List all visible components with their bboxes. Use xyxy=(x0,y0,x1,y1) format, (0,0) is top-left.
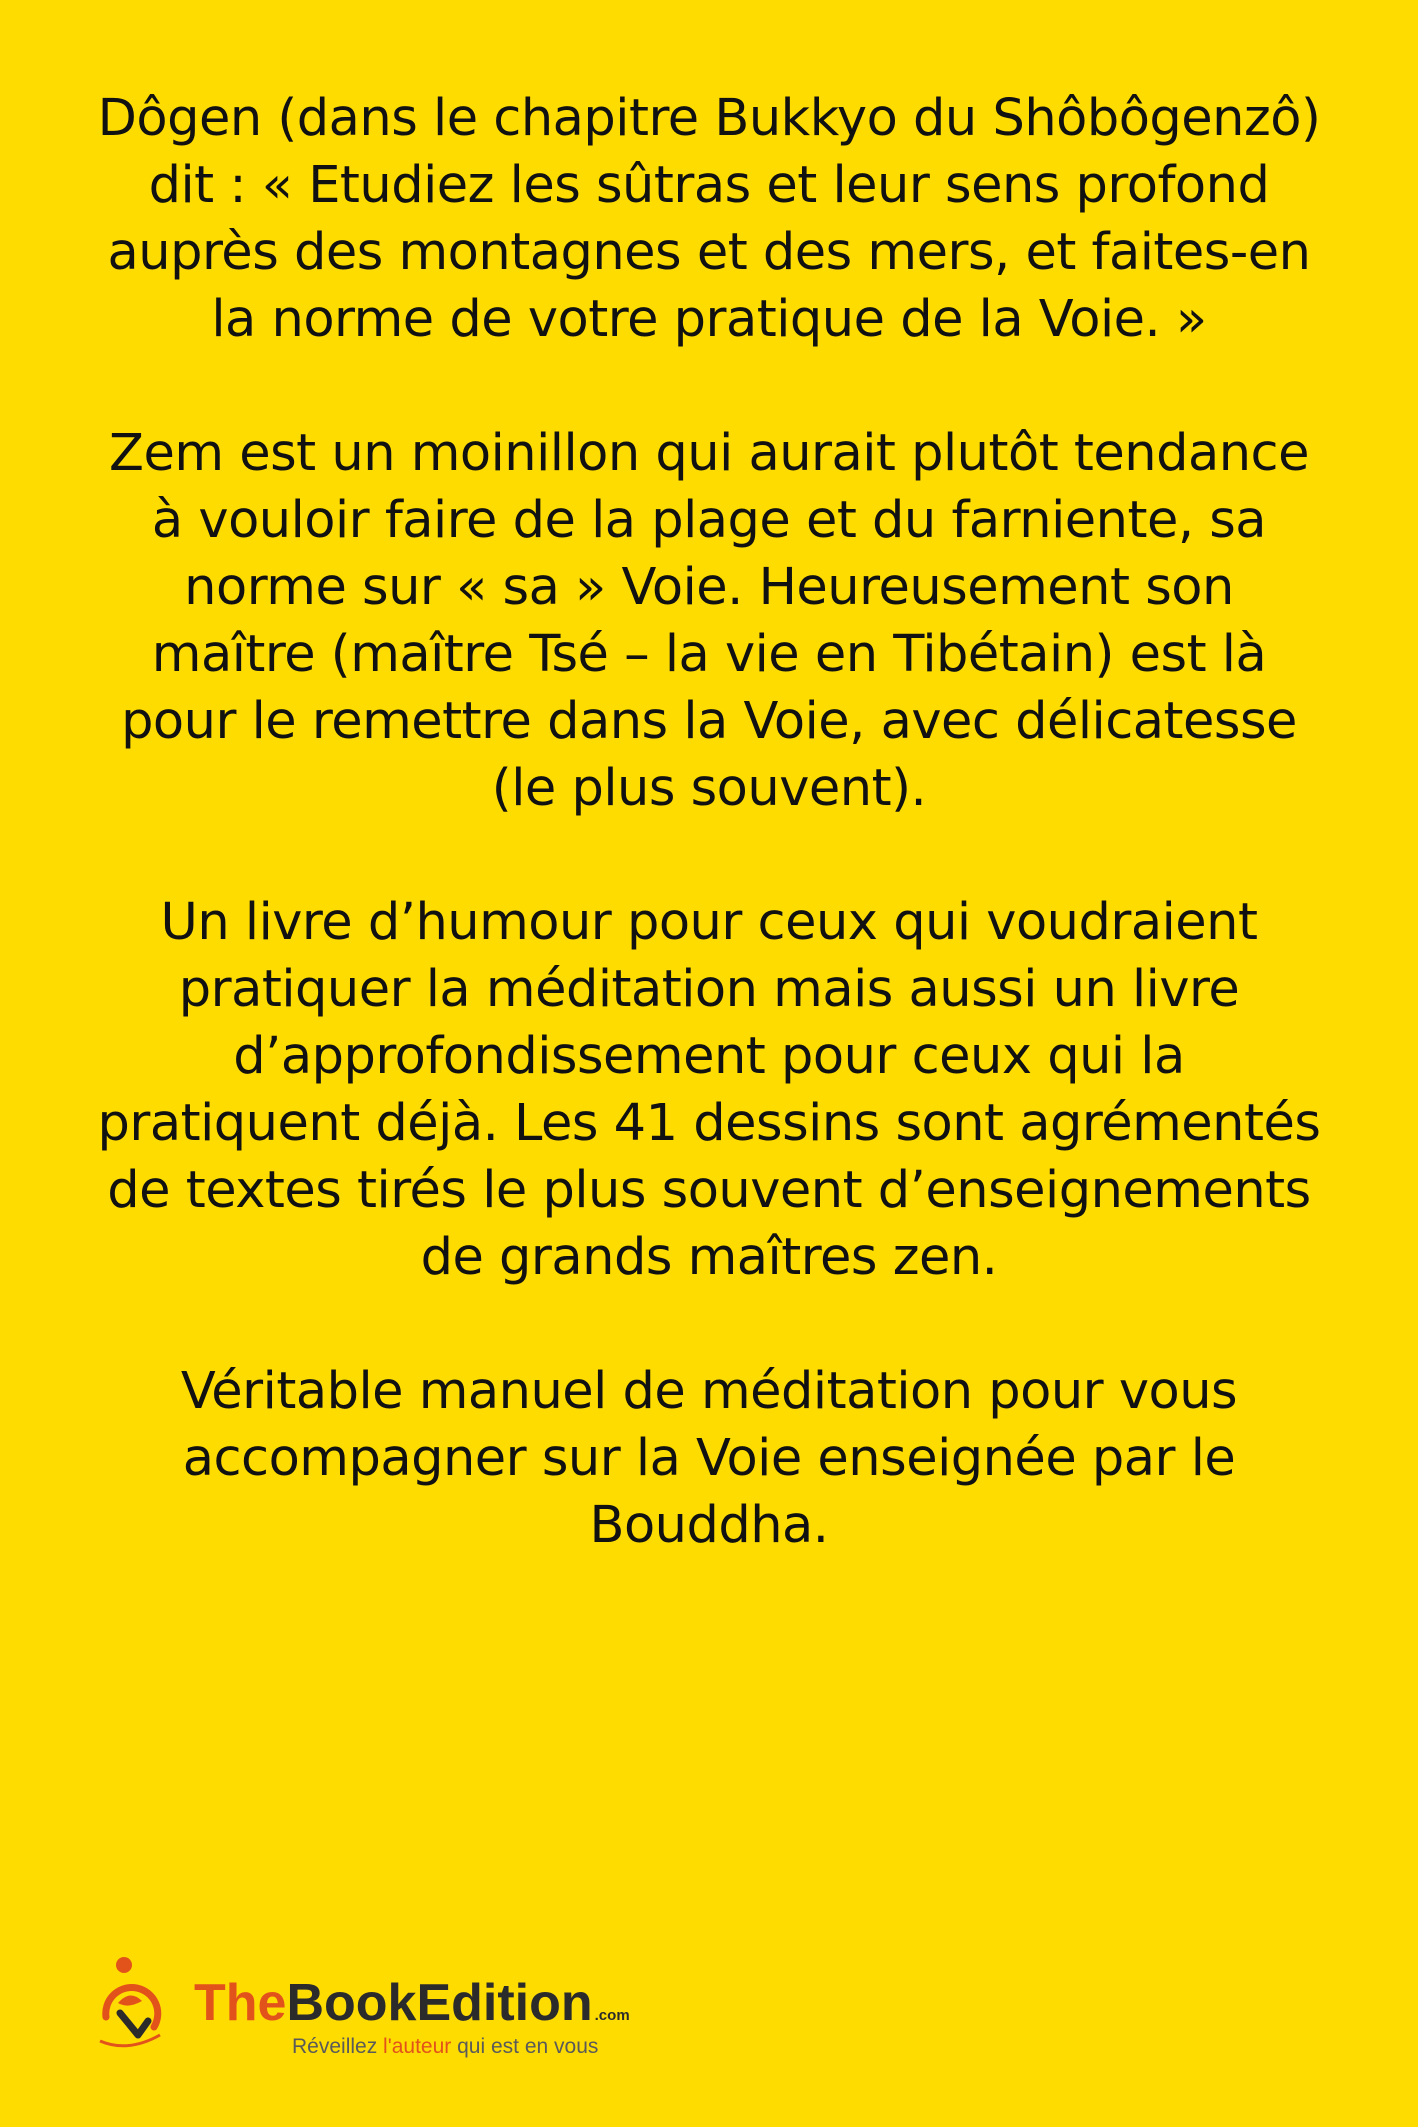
paragraph-manual-summary: Véritable manuel de méditation pour vous accompagner sur la Voie enseignée par le Bouddha. xyxy=(180,1362,1238,1555)
publisher-name-the: The xyxy=(194,1974,287,2032)
publisher-name xyxy=(194,1975,630,2044)
tagline-after: qui est en vous xyxy=(451,2035,599,2058)
back-cover-text xyxy=(95,85,1323,1559)
publisher-domain: .com xyxy=(594,2007,630,2024)
publisher-name-rest: BookEdition xyxy=(286,1974,593,2032)
publisher-logo xyxy=(98,1955,698,2065)
paragraph-book-description: Un livre d’humour pour ceux qui voudraient pratiquer la méditation mais aussi un livre d’approfondissement pour ceux qui la pratiquent déjà. Les 41 dessins sont agrémentés de textes tirés le plus souvent d’enseignements de grands maîtres zen. xyxy=(97,893,1321,1287)
paragraph-zem-intro: Zem est un moinillon qui aurait plutôt tendance à vouloir faire de la plage et du farniente, sa norme sur « sa » Voie. Heureusement son maître (maître Tsé – la vie en Tibétain) est là pour le remettre dans la Voie, avec délicatesse (le plus souvent). xyxy=(109,424,1309,818)
publisher-tagline xyxy=(292,2035,598,2059)
tagline-highlight: l'auteur xyxy=(383,2035,452,2058)
paragraph-dogen-quote: Dôgen (dans le chapitre Bukkyo du Shôbôgenzô) dit : « Etudiez les sûtras et leur sens profond auprès des montagnes et des mers, et faites-en la norme de votre pratique de la Voie. » xyxy=(97,89,1321,349)
thebookedition-logo-icon xyxy=(98,1955,182,2055)
tagline-before: Réveillez xyxy=(292,2035,384,2058)
